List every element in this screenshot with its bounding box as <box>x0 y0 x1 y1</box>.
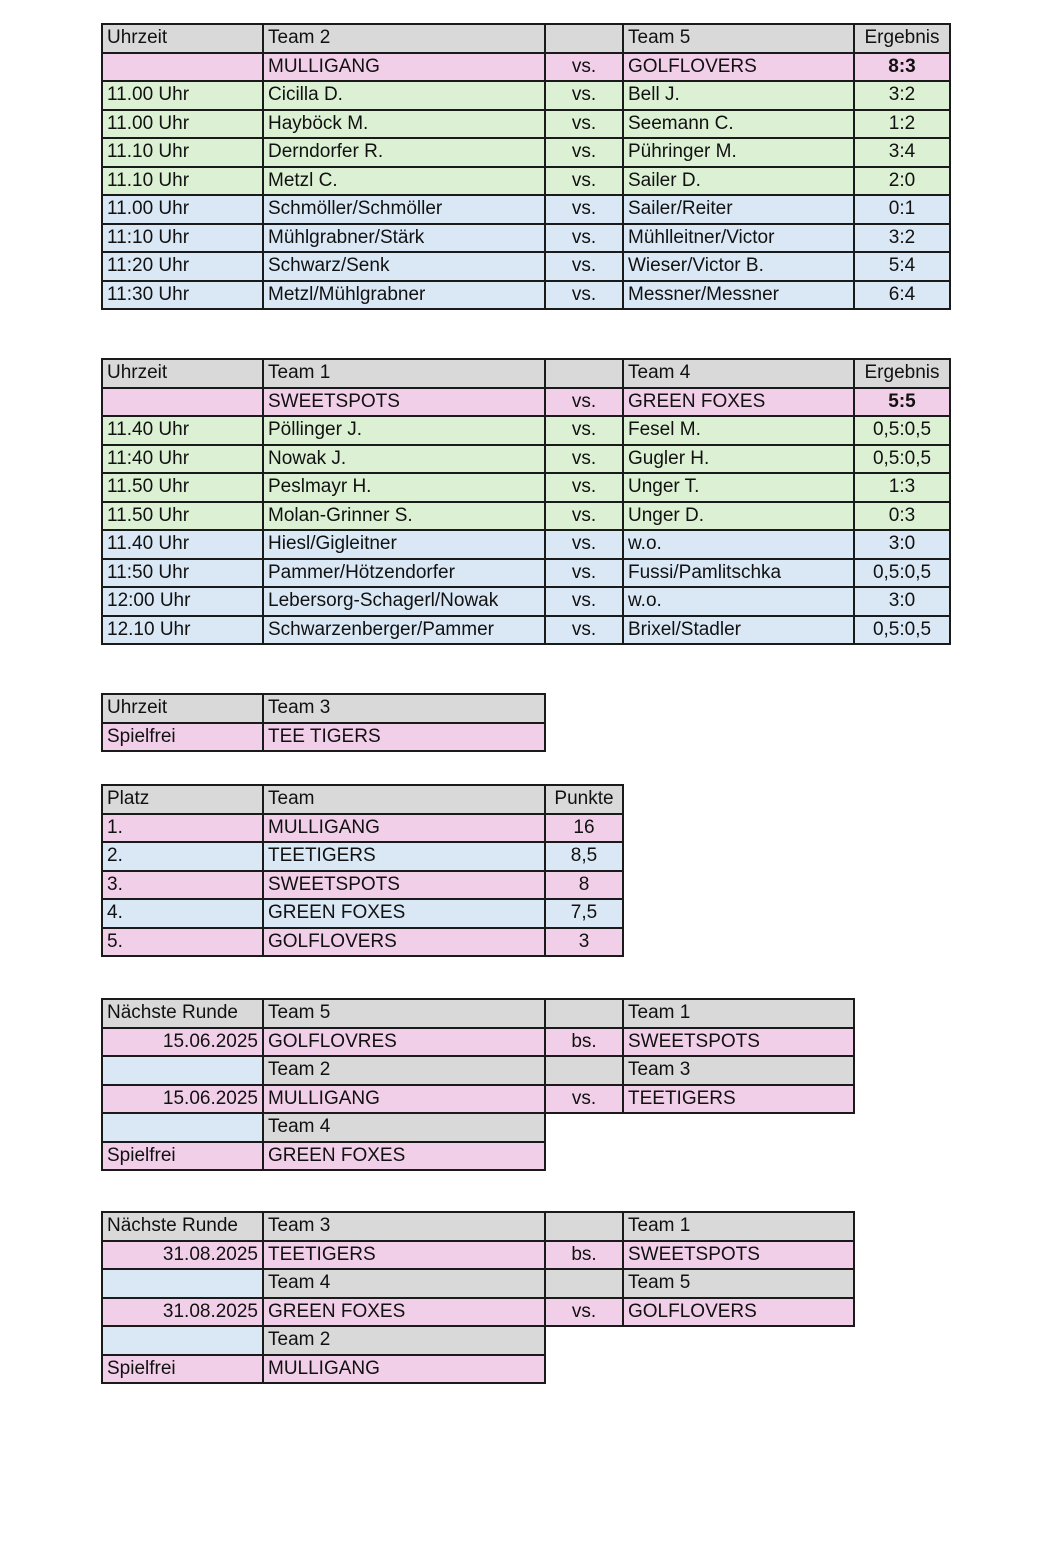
player-b: Gugler H. <box>623 445 854 474</box>
fixture-date: 15.06.2025 <box>102 1085 263 1114</box>
vs-label: vs. <box>545 445 623 474</box>
blank-cell <box>545 1113 623 1142</box>
vs-label: vs. <box>545 416 623 445</box>
player-a: Derndorfer R. <box>263 138 545 167</box>
player-a: Hiesl/Gigleitner <box>263 530 545 559</box>
vs-label: vs. <box>545 138 623 167</box>
fixture-left: GREEN FOXES <box>263 1298 545 1327</box>
match-time: 12:00 Uhr <box>102 587 263 616</box>
match-row <box>102 616 950 645</box>
standings-points: 16 <box>545 814 623 843</box>
header-row <box>102 1212 854 1241</box>
col-header: Team 3 <box>623 1056 854 1085</box>
blank-cell <box>623 1355 854 1384</box>
vs-label: vs. <box>545 530 623 559</box>
header-row <box>102 1113 854 1142</box>
player-a: Cicilla D. <box>263 81 545 110</box>
player-b: Fesel M. <box>623 416 854 445</box>
round2-table <box>101 358 951 645</box>
player-a: Hayböck M. <box>263 110 545 139</box>
fixture-row <box>102 1028 854 1057</box>
match-row <box>102 530 950 559</box>
standings-row <box>102 928 623 957</box>
col-header: Team 5 <box>263 999 545 1028</box>
empty-cell <box>102 53 263 82</box>
vs-label: vs. <box>545 1085 623 1114</box>
fixture-left: MULLIGANG <box>263 1085 545 1114</box>
player-b: Bell J. <box>623 81 854 110</box>
bye-row <box>102 1142 854 1171</box>
vs-label: bs. <box>545 1241 623 1270</box>
vs-label: vs. <box>545 81 623 110</box>
next-round-2-table <box>101 1211 855 1384</box>
col-header: Team 3 <box>263 1212 545 1241</box>
team-result: 5:5 <box>854 388 950 417</box>
match-result: 1:2 <box>854 110 950 139</box>
empty-cell <box>545 1212 623 1241</box>
col-header <box>545 359 623 388</box>
match-result: 3:0 <box>854 530 950 559</box>
player-b: Mühlleitner/Victor <box>623 224 854 253</box>
match-result: 0,5:0,5 <box>854 445 950 474</box>
match-result: 3:2 <box>854 224 950 253</box>
match-time: 11.10 Uhr <box>102 138 263 167</box>
bye-label: Spielfrei <box>102 723 263 752</box>
player-b: Seemann C. <box>623 110 854 139</box>
header-row <box>102 1326 854 1355</box>
blank-cell <box>545 1142 623 1171</box>
fixture-right: SWEETSPOTS <box>623 1028 854 1057</box>
blank-cell <box>623 1142 854 1171</box>
bye-label: Spielfrei <box>102 1355 263 1384</box>
player-b: w.o. <box>623 587 854 616</box>
match-result: 0:1 <box>854 195 950 224</box>
vs-label: vs. <box>545 110 623 139</box>
col-header: Team <box>263 785 545 814</box>
player-b: Unger D. <box>623 502 854 531</box>
match-row <box>102 81 950 110</box>
standings-row <box>102 814 623 843</box>
player-a: Molan-Grinner S. <box>263 502 545 531</box>
match-row <box>102 473 950 502</box>
player-a: Nowak J. <box>263 445 545 474</box>
match-result: 3:0 <box>854 587 950 616</box>
next-round-1-table <box>101 998 855 1171</box>
vs-label: vs. <box>545 252 623 281</box>
standings-points: 7,5 <box>545 899 623 928</box>
vs-label: vs. <box>545 281 623 310</box>
match-result: 2:0 <box>854 167 950 196</box>
match-time: 11:20 Uhr <box>102 252 263 281</box>
col-header: Team 1 <box>623 1212 854 1241</box>
player-a: Pöllinger J. <box>263 416 545 445</box>
player-b: Sailer/Reiter <box>623 195 854 224</box>
blank-cell <box>545 1355 623 1384</box>
team-left: SWEETSPOTS <box>263 388 545 417</box>
player-a: Pammer/Hötzendorfer <box>263 559 545 588</box>
blank-cell <box>623 1113 854 1142</box>
vs-label: vs. <box>545 1298 623 1327</box>
player-a: Metzl C. <box>263 167 545 196</box>
match-time: 11:50 Uhr <box>102 559 263 588</box>
standings-table <box>101 784 624 957</box>
vs-label: vs. <box>545 616 623 645</box>
fixture-right: SWEETSPOTS <box>623 1241 854 1270</box>
next-round-label: Nächste Runde <box>102 1212 263 1241</box>
match-row <box>102 502 950 531</box>
match-result: 1:3 <box>854 473 950 502</box>
player-a: Schwarz/Senk <box>263 252 545 281</box>
vs-label: vs. <box>545 473 623 502</box>
fixture-right: TEETIGERS <box>623 1085 854 1114</box>
match-row <box>102 195 950 224</box>
player-a: Schmöller/Schmöller <box>263 195 545 224</box>
player-b: Messner/Messner <box>623 281 854 310</box>
header-row <box>102 24 950 53</box>
player-b: w.o. <box>623 530 854 559</box>
standings-place: 5. <box>102 928 263 957</box>
empty-cell <box>102 388 263 417</box>
standings-place: 4. <box>102 899 263 928</box>
blank-cell <box>623 1326 854 1355</box>
bye-row <box>102 1355 854 1384</box>
match-result: 5:4 <box>854 252 950 281</box>
team-right: GREEN FOXES <box>623 388 854 417</box>
bye-row <box>102 723 545 752</box>
header-row <box>102 359 950 388</box>
empty-cell <box>102 1269 263 1298</box>
header-row <box>102 1056 854 1085</box>
empty-cell <box>545 1269 623 1298</box>
empty-cell <box>102 1326 263 1355</box>
col-header: Team 5 <box>623 1269 854 1298</box>
standings-points: 8,5 <box>545 842 623 871</box>
match-row <box>102 416 950 445</box>
fixture-date: 31.08.2025 <box>102 1298 263 1327</box>
match-time: 11.50 Uhr <box>102 473 263 502</box>
player-a: Mühlgrabner/Stärk <box>263 224 545 253</box>
vs-label: vs. <box>545 195 623 224</box>
standings-place: 1. <box>102 814 263 843</box>
match-result: 0,5:0,5 <box>854 616 950 645</box>
next-round-label: Nächste Runde <box>102 999 263 1028</box>
standings-place: 3. <box>102 871 263 900</box>
vs-label: vs. <box>545 388 623 417</box>
team-result: 8:3 <box>854 53 950 82</box>
col-header: Team 4 <box>623 359 854 388</box>
col-header: Team 2 <box>263 24 545 53</box>
match-time: 11.40 Uhr <box>102 530 263 559</box>
col-header: Team 3 <box>263 694 545 723</box>
fixture-row <box>102 1085 854 1114</box>
player-a: Peslmayr H. <box>263 473 545 502</box>
col-header: Uhrzeit <box>102 24 263 53</box>
header-row <box>102 1269 854 1298</box>
fixture-row <box>102 1241 854 1270</box>
standings-team: GREEN FOXES <box>263 899 545 928</box>
col-header: Team 5 <box>623 24 854 53</box>
vs-label: vs. <box>545 53 623 82</box>
standings-team: GOLFLOVERS <box>263 928 545 957</box>
vs-label: vs. <box>545 559 623 588</box>
bye-team: GREEN FOXES <box>263 1142 545 1171</box>
col-header: Ergebnis <box>854 24 950 53</box>
match-time: 11.50 Uhr <box>102 502 263 531</box>
col-header: Team 1 <box>623 999 854 1028</box>
col-header: Ergebnis <box>854 359 950 388</box>
match-time: 11.40 Uhr <box>102 416 263 445</box>
match-result: 3:4 <box>854 138 950 167</box>
header-row <box>102 694 545 723</box>
standings-team: TEETIGERS <box>263 842 545 871</box>
match-result: 0,5:0,5 <box>854 559 950 588</box>
col-header: Team 1 <box>263 359 545 388</box>
fixture-date: 15.06.2025 <box>102 1028 263 1057</box>
empty-cell <box>102 1113 263 1142</box>
header-row <box>102 785 623 814</box>
match-result: 3:2 <box>854 81 950 110</box>
fixture-date: 31.08.2025 <box>102 1241 263 1270</box>
match-result: 0:3 <box>854 502 950 531</box>
player-b: Unger T. <box>623 473 854 502</box>
col-header: Team 4 <box>263 1113 545 1142</box>
vs-label: vs. <box>545 167 623 196</box>
empty-cell <box>545 999 623 1028</box>
standings-row <box>102 899 623 928</box>
player-a: Schwarzenberger/Pammer <box>263 616 545 645</box>
empty-cell <box>545 1056 623 1085</box>
empty-cell <box>102 1056 263 1085</box>
vs-label: vs. <box>545 587 623 616</box>
col-header: Uhrzeit <box>102 694 263 723</box>
blank-cell <box>545 1326 623 1355</box>
standings-points: 3 <box>545 928 623 957</box>
col-header <box>545 24 623 53</box>
match-time: 11.00 Uhr <box>102 81 263 110</box>
match-row <box>102 587 950 616</box>
team-row <box>102 53 950 82</box>
match-row <box>102 559 950 588</box>
match-row <box>102 110 950 139</box>
match-time: 11.10 Uhr <box>102 167 263 196</box>
match-row <box>102 138 950 167</box>
round1-table <box>101 23 951 310</box>
col-header: Uhrzeit <box>102 359 263 388</box>
fixture-right: GOLFLOVERS <box>623 1298 854 1327</box>
fixture-left: GOLFLOVRES <box>263 1028 545 1057</box>
match-time: 11:10 Uhr <box>102 224 263 253</box>
match-result: 6:4 <box>854 281 950 310</box>
standings-row <box>102 842 623 871</box>
header-row <box>102 999 854 1028</box>
match-row <box>102 445 950 474</box>
match-row <box>102 252 950 281</box>
match-row <box>102 224 950 253</box>
match-row <box>102 167 950 196</box>
fixture-row <box>102 1298 854 1327</box>
standings-team: SWEETSPOTS <box>263 871 545 900</box>
team-left: MULLIGANG <box>263 53 545 82</box>
standings-place: 2. <box>102 842 263 871</box>
vs-label: bs. <box>545 1028 623 1057</box>
match-time: 12.10 Uhr <box>102 616 263 645</box>
match-time: 11:40 Uhr <box>102 445 263 474</box>
match-time: 11:30 Uhr <box>102 281 263 310</box>
team-row <box>102 388 950 417</box>
fixture-left: TEETIGERS <box>263 1241 545 1270</box>
player-b: Wieser/Victor B. <box>623 252 854 281</box>
match-result: 0,5:0,5 <box>854 416 950 445</box>
player-a: Metzl/Mühlgrabner <box>263 281 545 310</box>
team-right: GOLFLOVERS <box>623 53 854 82</box>
player-b: Sailer D. <box>623 167 854 196</box>
match-time: 11.00 Uhr <box>102 110 263 139</box>
col-header: Punkte <box>545 785 623 814</box>
vs-label: vs. <box>545 224 623 253</box>
bye-team: TEE TIGERS <box>263 723 545 752</box>
standings-team: MULLIGANG <box>263 814 545 843</box>
player-b: Brixel/Stadler <box>623 616 854 645</box>
match-row <box>102 281 950 310</box>
bye-team: MULLIGANG <box>263 1355 545 1384</box>
bye-label: Spielfrei <box>102 1142 263 1171</box>
standings-points: 8 <box>545 871 623 900</box>
col-header: Team 2 <box>263 1056 545 1085</box>
vs-label: vs. <box>545 502 623 531</box>
col-header: Platz <box>102 785 263 814</box>
match-time: 11.00 Uhr <box>102 195 263 224</box>
col-header: Team 4 <box>263 1269 545 1298</box>
player-a: Lebersorg-Schagerl/Nowak <box>263 587 545 616</box>
player-b: Fussi/Pamlitschka <box>623 559 854 588</box>
standings-row <box>102 871 623 900</box>
bye-table <box>101 693 546 752</box>
col-header: Team 2 <box>263 1326 545 1355</box>
player-b: Pühringer M. <box>623 138 854 167</box>
